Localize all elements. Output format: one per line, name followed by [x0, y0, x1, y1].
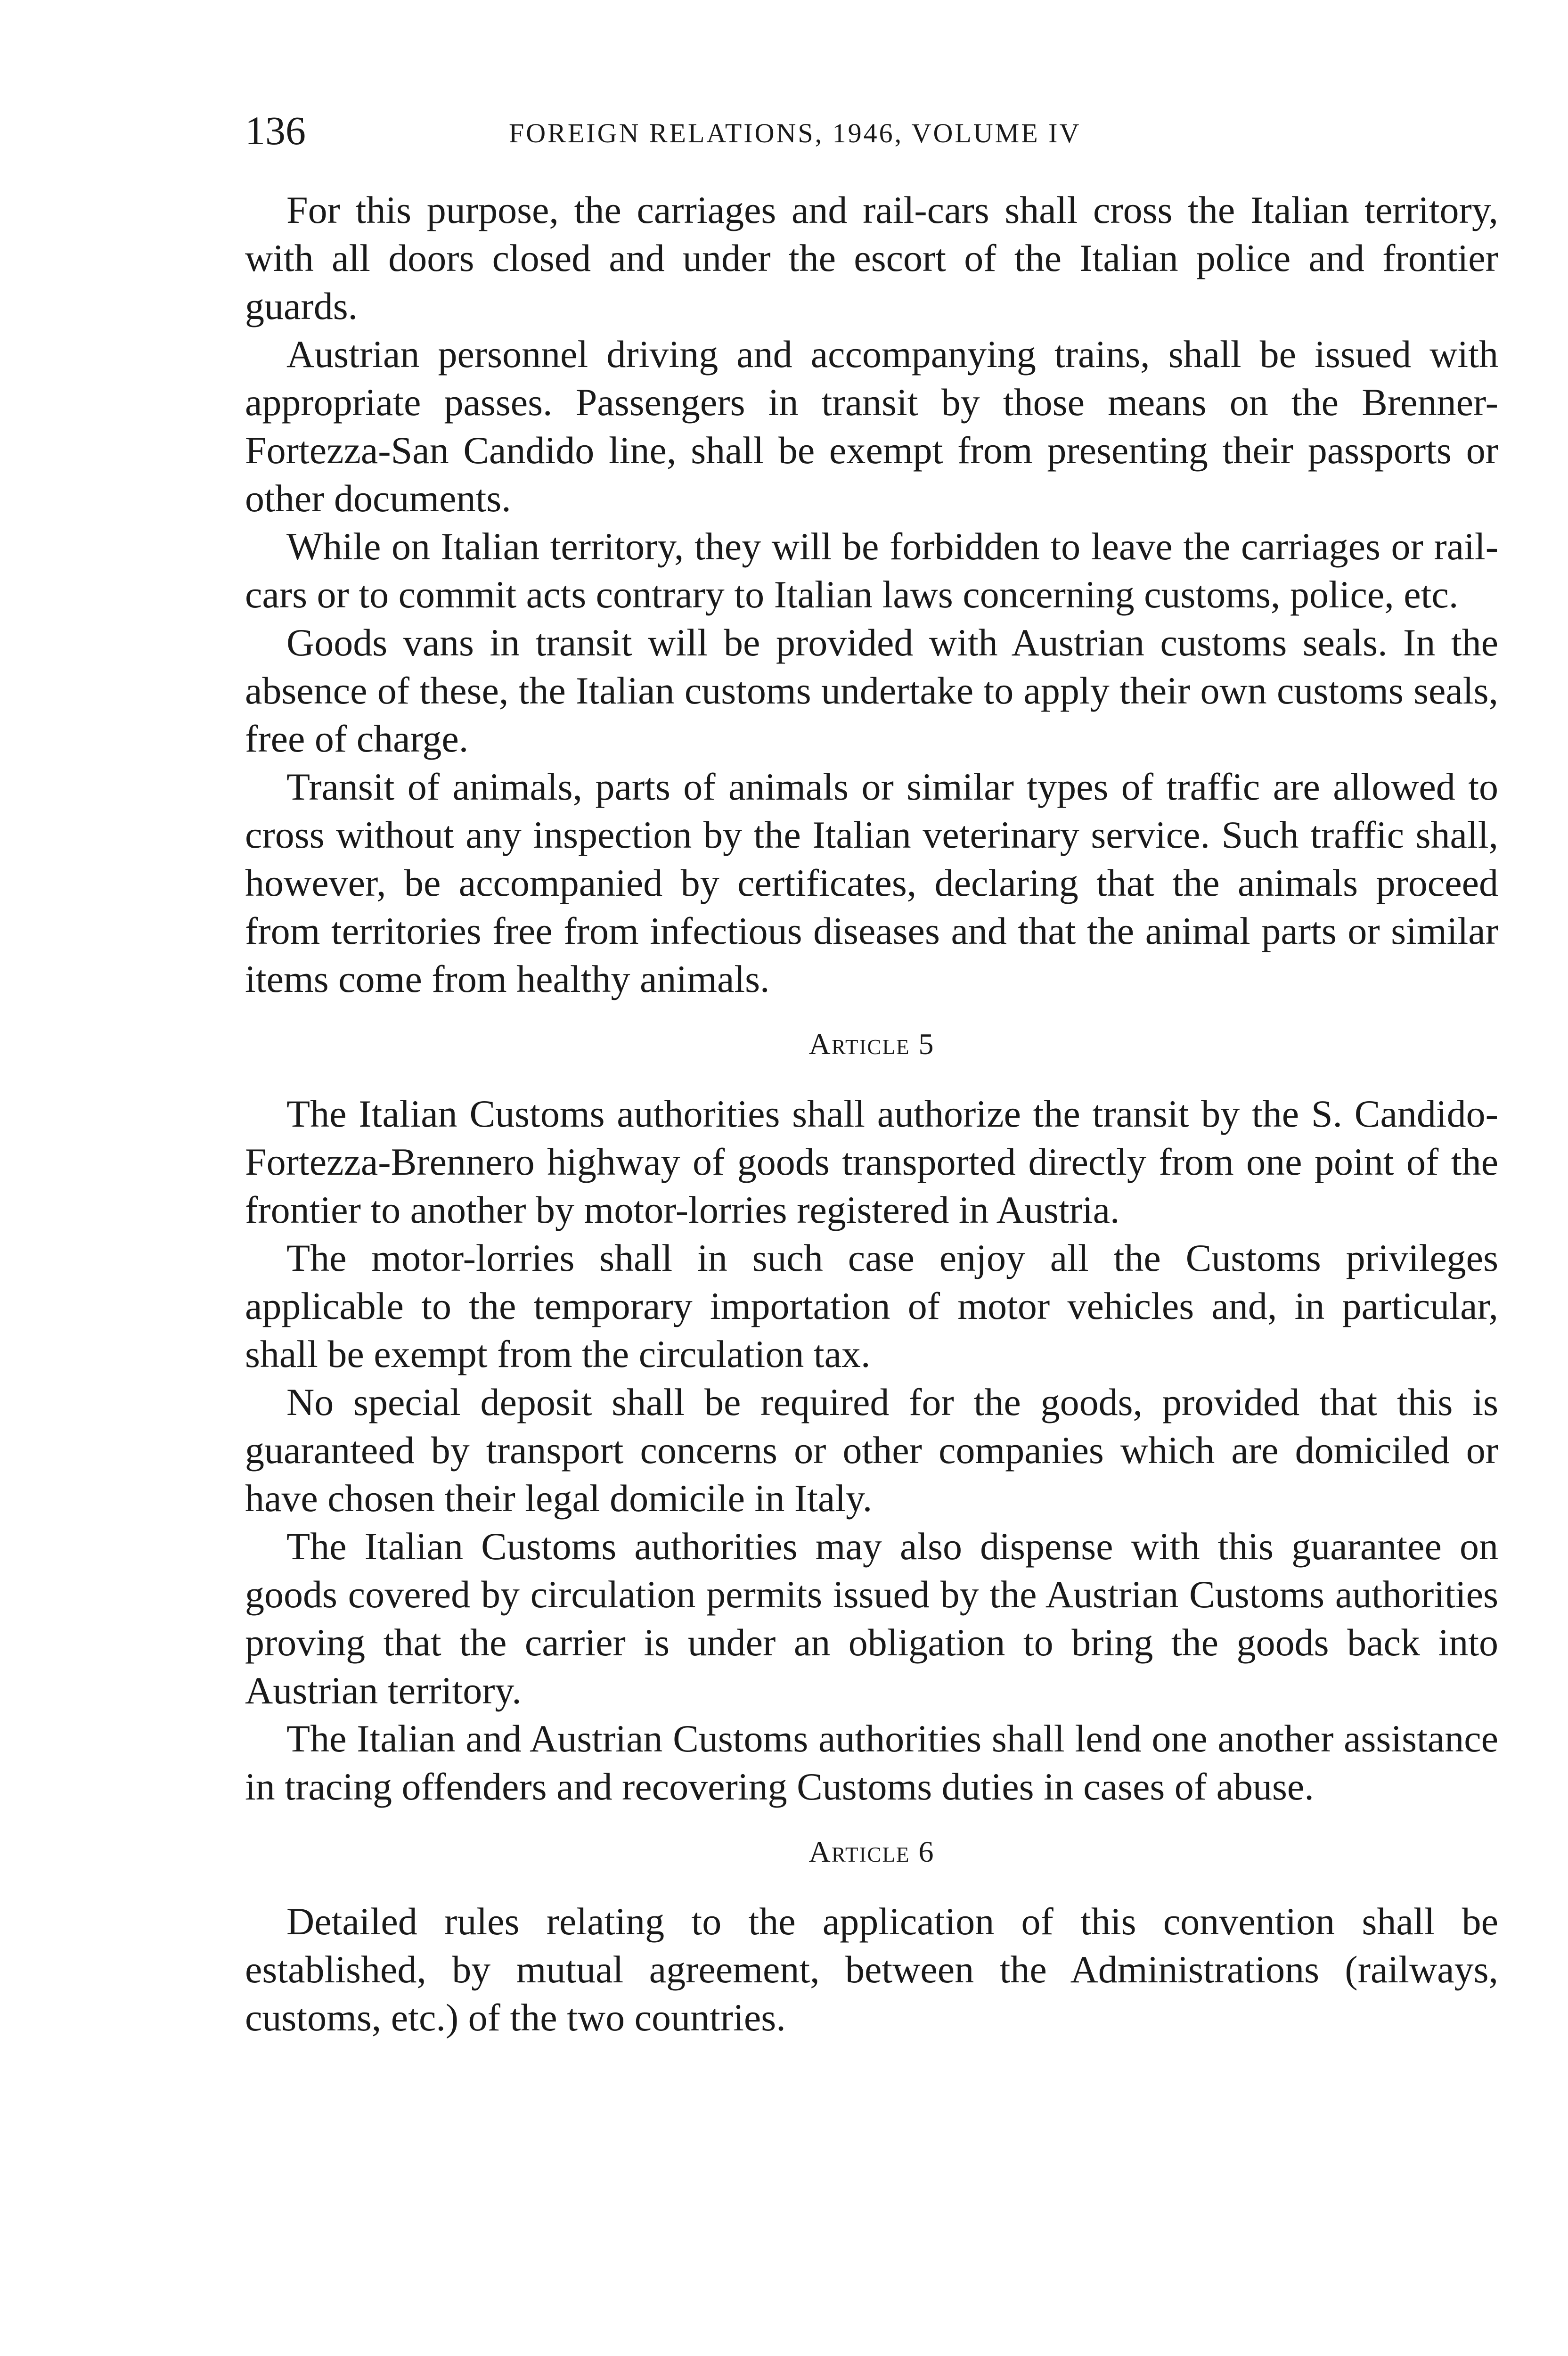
paragraph: While on Italian territory, they will be forbidden to leave the carriages or rail-cars or to commit acts contrary to Italian laws concerning customs, police, etc.: [245, 525, 1498, 616]
paragraph: Transit of animals, parts of animals or similar types of traffic are allowed to cross without any inspection by the Italian veterinary service. Such traffic shall, however, be accompanied by certificates, declaring that the animals proceed from territories free from infectious diseases and that the animal parts or similar items come from healthy animals.: [245, 765, 1498, 1000]
paragraph: Austrian personnel driving and accompanying trains, shall be issued with appropriate passes. Passengers in transit by those means on the Brenner-Fortezza-San Candido line, shall be exempt from presenting their passports or other documents.: [245, 333, 1498, 520]
paragraph: The motor-lorries shall in such case enjoy all the Customs privileges applicable to the temporary importation of motor vehicles and, in particular, shall be exempt from the circulation tax.: [245, 1236, 1498, 1375]
paragraph: The Italian and Austrian Customs authorities shall lend one another assistance in tracing offenders and recovering Customs duties in cases of abuse.: [245, 1717, 1498, 1808]
paragraph: Detailed rules relating to the application of this convention shall be established, by mutual agreement, between the Administrations (railways, customs, etc.) of the two countries.: [245, 1900, 1498, 2039]
running-head-title: FOREIGN RELATIONS, 1946, VOLUME IV: [509, 118, 1081, 148]
running-head: [245, 105, 1498, 156]
page-number: 136: [245, 108, 306, 153]
article-5-heading: Article 5: [808, 1027, 935, 1061]
body-text: [245, 186, 1498, 2042]
paragraph: The Italian Customs authorities shall authorize the transit by the S. Candido-Fortezza-Brennero highway of goods transported directly from one point of the frontier to another by motor-lorries registered in Austria.: [245, 1092, 1498, 1231]
paragraph: Goods vans in transit will be provided with Austrian customs seals. In the absence of these, the Italian customs undertake to apply their own customs seals, free of charge.: [245, 621, 1498, 760]
paragraph: For this purpose, the carriages and rail-cars shall cross the Italian territory, with all doors closed and under the escort of the Italian police and frontier guards.: [245, 188, 1498, 327]
article-6-heading: Article 6: [808, 1835, 935, 1868]
paragraph: The Italian Customs authorities may also dispense with this guarantee on goods covered by circulation permits issued by the Austrian Customs authorities proving that the carrier is under an obligation to bring the goods back into Austrian territory.: [245, 1525, 1498, 1712]
paragraph: No special deposit shall be required for the goods, provided that this is guaranteed by transport concerns or other companies which are domiciled or have chosen their legal domicile in Italy.: [245, 1381, 1498, 1520]
